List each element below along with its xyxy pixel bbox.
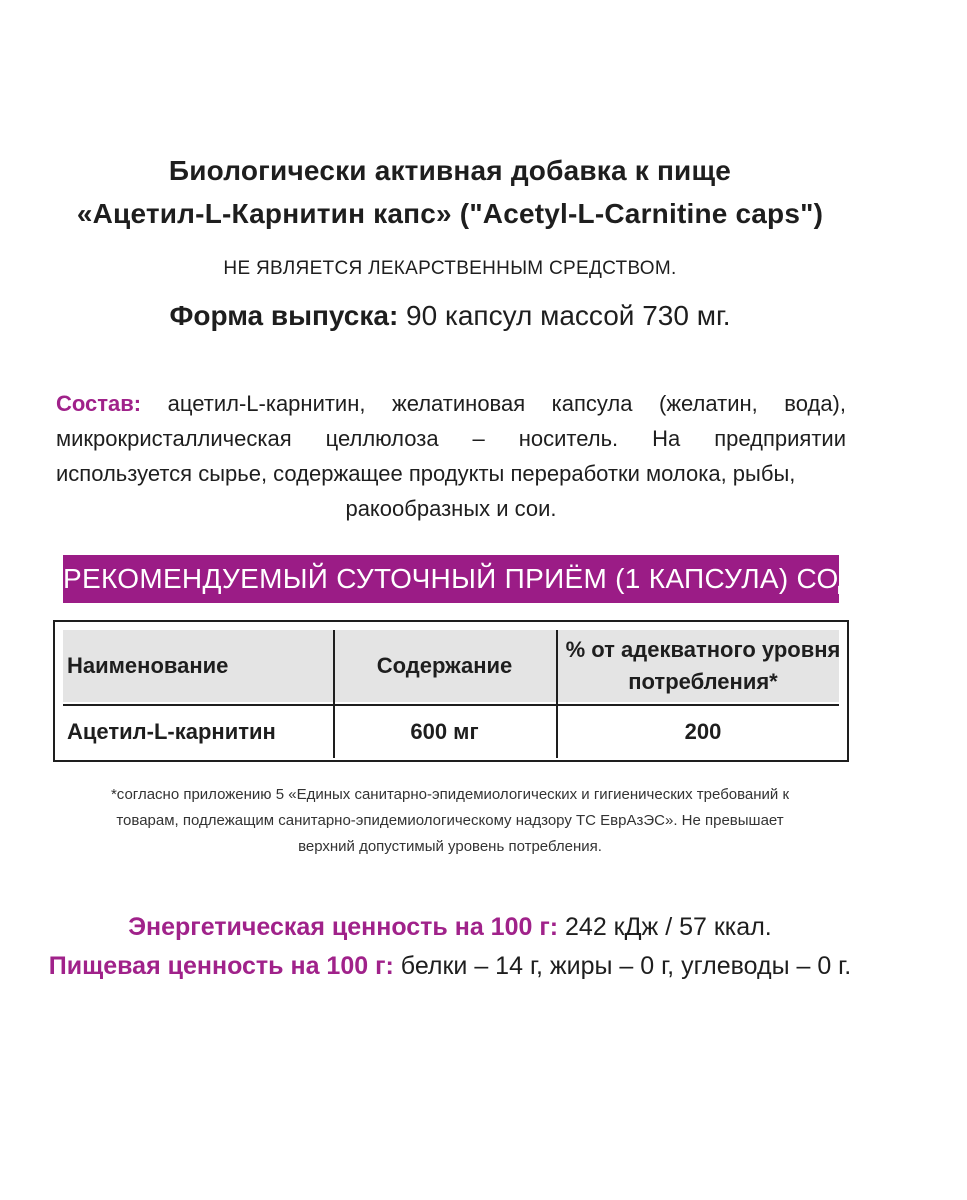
table-header-percent: % от адекватного уровня потребления* bbox=[565, 637, 841, 694]
table-column-divider bbox=[556, 630, 558, 758]
table-header-content: Содержание bbox=[376, 653, 513, 678]
nutrient-table bbox=[53, 620, 849, 762]
nutrition-label: Пищевая ценность на 100 г: bbox=[48, 952, 394, 980]
nutrition-value-line bbox=[0, 952, 900, 981]
product-title-line1: Биологически активная добавка к пище bbox=[168, 155, 732, 186]
table-cell-percent: 200 bbox=[684, 719, 722, 744]
energy-label: Энергетическая ценность на 100 г: bbox=[128, 913, 559, 941]
table-column-divider bbox=[333, 630, 335, 758]
table-cell-content: 600 мг bbox=[410, 719, 479, 744]
energy-value-line bbox=[0, 913, 900, 942]
composition-text-last: ракообразных и сои. bbox=[345, 496, 557, 521]
daily-intake-banner: РЕКОМЕНДУЕМЫЙ СУТОЧНЫЙ ПРИЁМ (1 КАПСУЛА) СОДЕРЖИТ: bbox=[63, 555, 839, 603]
product-title-line2: «Ацетил-L-Карнитин капс» ("Acetyl-L-Carnitine caps") bbox=[76, 198, 824, 229]
table-header-name: Наименование bbox=[67, 653, 229, 678]
composition-label: Состав: bbox=[56, 391, 142, 416]
release-form-value: 90 капсул массой 730 мг. bbox=[398, 300, 731, 331]
energy-value: 242 кДж / 57 ккал. bbox=[558, 913, 772, 941]
composition-paragraph bbox=[56, 386, 846, 526]
not-medicine-notice: НЕ ЯВЛЯЕТСЯ ЛЕКАРСТВЕННЫМ СРЕДСТВОМ. bbox=[223, 258, 677, 279]
release-form-label: Форма выпуска: bbox=[169, 300, 399, 331]
composition-text: ацетил-L-карнитин, желатиновая капсула (желатин, вода), микрокристаллическая целлюлоза – носитель. На предприятии используется сырье, содержащее продукты переработки молока, рыбы, bbox=[56, 391, 846, 486]
release-form bbox=[0, 300, 900, 332]
footnote: *согласно приложению 5 «Единых санитарно-эпидемиологических и гигиенических требований к товарам, подлежащим санитарно-эпидемиологическому надзору ТС ЕврАзЭС». Не превышает верхний допустимый уровень потребления. bbox=[110, 786, 790, 855]
nutrition-value: белки – 14 г, жиры – 0 г, углеводы – 0 г. bbox=[393, 952, 852, 980]
table-cell-name: Ацетил-L-карнитин bbox=[67, 719, 276, 744]
